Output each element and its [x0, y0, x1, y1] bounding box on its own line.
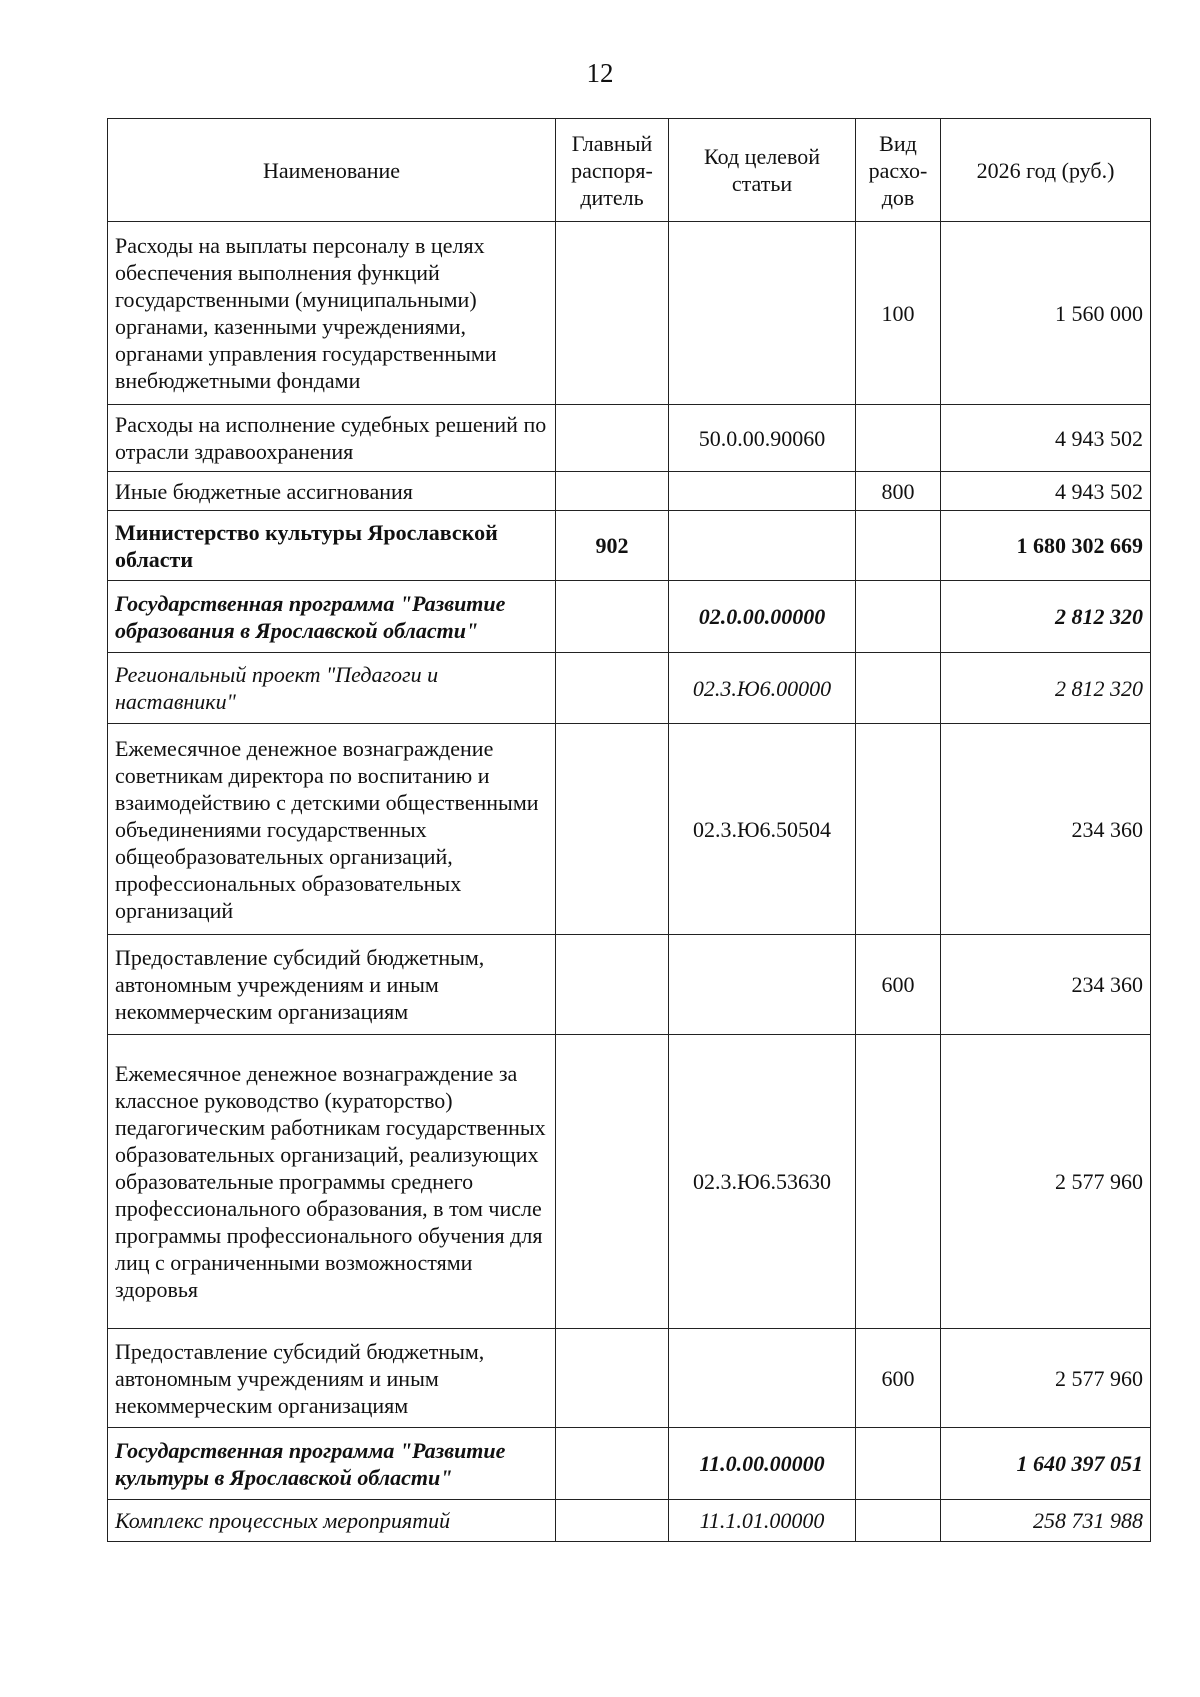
- table-header-row: [108, 119, 1151, 222]
- header-target-code: Код целевой статьи: [669, 119, 856, 222]
- row-manager: [556, 724, 669, 935]
- row-name: Иные бюджетные ассигнования: [108, 472, 556, 511]
- row-amount: 2 812 320: [941, 581, 1151, 653]
- row-expense-type: 100: [856, 222, 941, 405]
- row-code: 11.0.00.00000: [669, 1428, 856, 1500]
- row-manager: [556, 653, 669, 724]
- row-amount: 4 943 502: [941, 472, 1151, 511]
- row-manager: [556, 405, 669, 472]
- row-name: Расходы на выплаты персоналу в целях обеспечения выполнения функций государственными (муниципальными) органами, казенными учреждениями, органами управления государственными внебюджетными фондами: [108, 222, 556, 405]
- row-code: [669, 222, 856, 405]
- table-row: [108, 1035, 1151, 1329]
- table-row: [108, 935, 1151, 1035]
- row-manager: [556, 935, 669, 1035]
- row-expense-type: [856, 405, 941, 472]
- row-code: 50.0.00.90060: [669, 405, 856, 472]
- row-name: Ежемесячное денежное вознаграждение за классное руководство (кураторство) педагогическим работникам государственных образовательных организаций, реализующих образовательные программы среднего профессионального образования, в том числе программы профессионального обучения для лиц с ограниченными возможностями здоровья: [108, 1035, 556, 1329]
- row-amount: 1 560 000: [941, 222, 1151, 405]
- row-expense-type: 800: [856, 472, 941, 511]
- row-code: [669, 1329, 856, 1428]
- row-code: 02.0.00.00000: [669, 581, 856, 653]
- row-code: [669, 472, 856, 511]
- row-code: 02.3.Ю6.50504: [669, 724, 856, 935]
- row-amount: 2 577 960: [941, 1035, 1151, 1329]
- row-expense-type: 600: [856, 935, 941, 1035]
- table-row: [108, 472, 1151, 511]
- row-expense-type: [856, 581, 941, 653]
- row-manager: [556, 222, 669, 405]
- row-expense-type: 600: [856, 1329, 941, 1428]
- row-amount: 2 812 320: [941, 653, 1151, 724]
- row-amount: 258 731 988: [941, 1500, 1151, 1542]
- row-amount: 234 360: [941, 724, 1151, 935]
- row-code: [669, 935, 856, 1035]
- table-row: [108, 222, 1151, 405]
- row-amount: 1 680 302 669: [941, 511, 1151, 581]
- row-name: Региональный проект "Педагоги и наставники": [108, 653, 556, 724]
- row-amount: 2 577 960: [941, 1329, 1151, 1428]
- row-name: Расходы на исполнение судебных решений по отрасли здравоохранения: [108, 405, 556, 472]
- row-code: 02.3.Ю6.53630: [669, 1035, 856, 1329]
- table-row: [108, 405, 1151, 472]
- header-expense-type: Вид расхо-дов: [856, 119, 941, 222]
- header-main-manager: Главный распоря-дитель: [556, 119, 669, 222]
- row-amount: 234 360: [941, 935, 1151, 1035]
- row-expense-type: [856, 1428, 941, 1500]
- row-code: 11.1.01.00000: [669, 1500, 856, 1542]
- row-manager: [556, 581, 669, 653]
- row-manager: 902: [556, 511, 669, 581]
- page-number: 12: [586, 58, 614, 88]
- table-row: [108, 1500, 1151, 1542]
- row-expense-type: [856, 1500, 941, 1542]
- table-row: [108, 581, 1151, 653]
- row-amount: 1 640 397 051: [941, 1428, 1151, 1500]
- table-row: [108, 1329, 1151, 1428]
- row-manager: [556, 1428, 669, 1500]
- row-code: 02.3.Ю6.00000: [669, 653, 856, 724]
- table-row: [108, 511, 1151, 581]
- row-name: Предоставление субсидий бюджетным, автономным учреждениям и иным некоммерческим организациям: [108, 935, 556, 1035]
- row-code: [669, 511, 856, 581]
- row-name: Предоставление субсидий бюджетным, автономным учреждениям и иным некоммерческим организациям: [108, 1329, 556, 1428]
- row-name: Министерство культуры Ярославской области: [108, 511, 556, 581]
- row-name: Государственная программа "Развитие образования в Ярославской области": [108, 581, 556, 653]
- table-row: [108, 724, 1151, 935]
- header-name: Наименование: [108, 119, 556, 222]
- row-expense-type: [856, 1035, 941, 1329]
- row-name: Государственная программа "Развитие культуры в Ярославской области": [108, 1428, 556, 1500]
- row-expense-type: [856, 511, 941, 581]
- table-row: [108, 653, 1151, 724]
- row-amount: 4 943 502: [941, 405, 1151, 472]
- row-manager: [556, 1035, 669, 1329]
- row-manager: [556, 1329, 669, 1428]
- budget-table: [107, 118, 1151, 1542]
- table-row: [108, 1428, 1151, 1500]
- row-name: Ежемесячное денежное вознаграждение советникам директора по воспитанию и взаимодействию с детскими общественными объединениями государственных общеобразовательных организаций, профессиональных образовательных организаций: [108, 724, 556, 935]
- row-expense-type: [856, 653, 941, 724]
- row-manager: [556, 472, 669, 511]
- row-name: Комплекс процессных мероприятий: [108, 1500, 556, 1542]
- row-manager: [556, 1500, 669, 1542]
- row-expense-type: [856, 724, 941, 935]
- header-year: 2026 год (руб.): [941, 119, 1151, 222]
